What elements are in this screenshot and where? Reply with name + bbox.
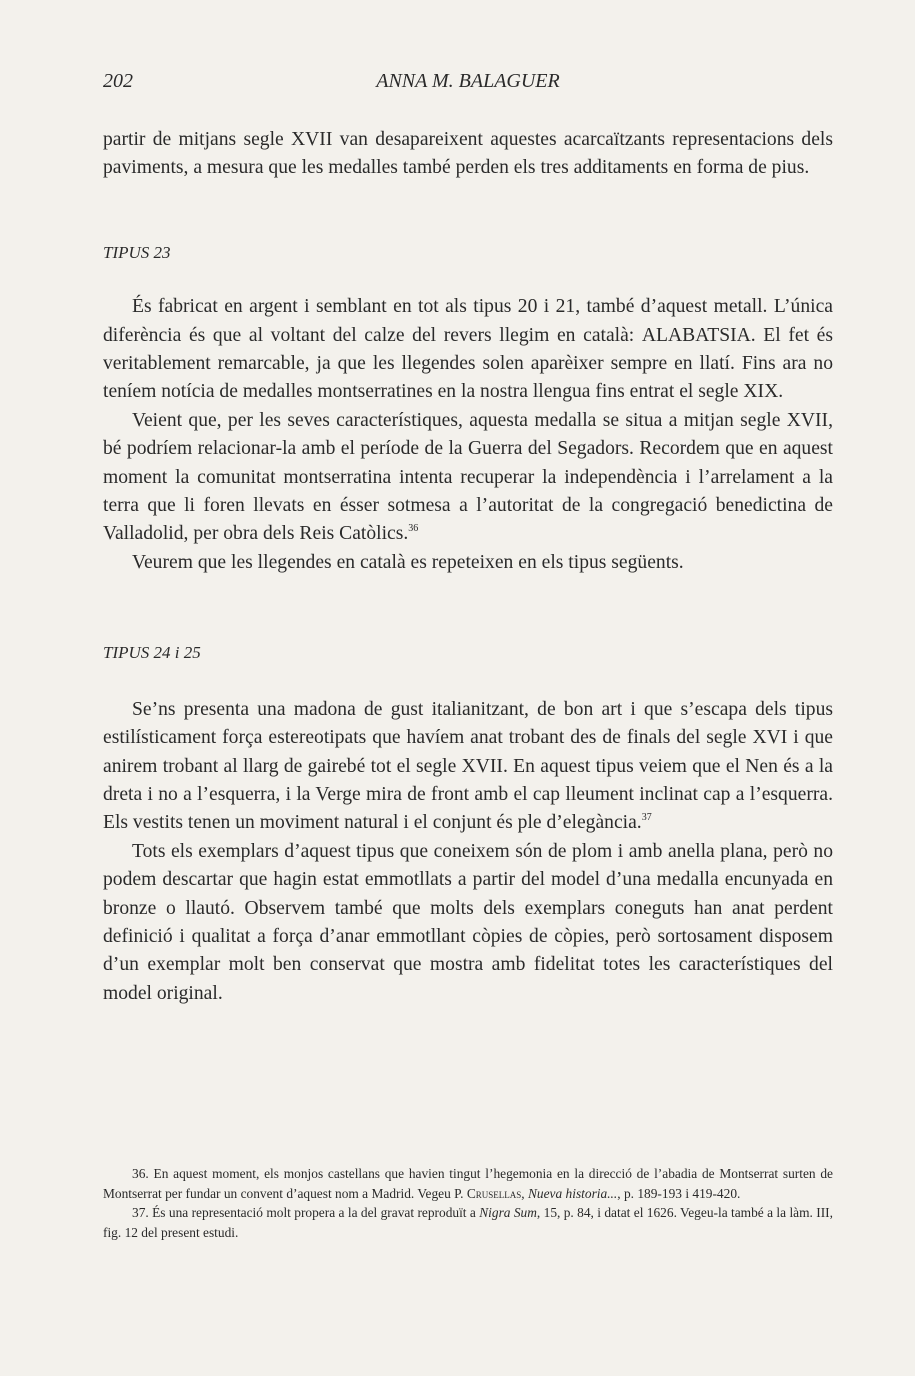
page-number: 202 xyxy=(103,70,133,92)
paragraph: Veurem que les llegendes en català es repeteixen en els tipus següents. xyxy=(132,551,684,573)
paragraph: Veient que, per les seves característiques, aquesta medalla se situa a mitjan segle XVII, bé podríem relacionar-la amb el període de la Guerra del Segadors. Recordem que en aquest moment la comunitat montserratina intenta recuperar la independència i l’arrelament a la terra que li foren llevats en ésser sotmesa a l’autoritat de la congregació benedictina de Valladolid, per obra dels Reis Catòlics.$^{36}$ xyxy=(103,409,833,545)
footnote-36: 36. En aquest moment, els monjos castellans que havien tingut l’hegemonia en la direcció de l’abadia de Montserrat surten de Montserrat per fundar un convent d’aquest nom a Madrid. Vegeu P. Crusellas, Nueva historia..., p. 189-193 i 419-420. xyxy=(103,1166,833,1201)
footnote-37: 37. És una representació molt propera a la del gravat reproduït a Nigra Sum, 15, p. 84, i datat el 1626. Vegeu-la també a la làm. III, fig. 12 del present estudi. xyxy=(103,1205,833,1240)
paragraph-continued: partir de mitjans segle XVII van desapareixent aquestes acarcaïtzants representacions dels paviments, a mesura que les medalles també perden els tres additaments en forma de pius. xyxy=(103,129,833,179)
footnote-ref-37[interactable]: 37 xyxy=(641,812,652,824)
main-text xyxy=(103,126,833,1008)
footnote-ref-36[interactable]: 36 xyxy=(408,523,419,535)
paragraph: Tots els exemplars d’aquest tipus que coneixem són de plom i amb anella plana, però no podem descartar que hagin estat emmotllats a partir del model d’una medalla encunyada en bronze o llautó. Observem també que molts dels exemplars coneguts han anat perdent definició i qualitat a força d’anar emmotllant còpies de còpies, però sortosament disposem d’un exemplar molt ben conservat que mostra amb fidelitat totes les característiques del model original. xyxy=(103,840,833,1004)
running-author: ANNA M. BALAGUER xyxy=(376,70,560,92)
paragraph: Se’ns presenta una madona de gust italianitzant, de bon art i que s’escapa dels tipus estilísticament força estereotipats que havíem anat trobant des de finals del segle XVI i que anirem trobant al llarg de gairebé tot el segle XVII. En aquest tipus veiem que el Nen és a la dreta i no a l’esquerra, i la Verge mira de front amb el cap lleument inclinat cap a l’esquerra. Els vestits tenen un moviment natural i el conjunt és ple d’elegància.$^{37}$ xyxy=(103,698,833,834)
paragraph: És fabricat en argent i semblant en tot als tipus 20 i 21, també d’aquest metall. L’única diferència és que al voltant del calze del revers llegim en català: ALABATSIA. El fet és veritablement remarcable, ja que les llegendes solen aparèixer sempre en llatí. Fins ara no teníem notícia de medalles montserratines en la nostra llengua fins entrat el segle XIX. xyxy=(103,296,834,403)
running-header xyxy=(103,70,833,100)
footnotes xyxy=(103,1164,833,1242)
section-heading-tipus-23: TIPUS 23 xyxy=(103,242,171,262)
section-heading-tipus-24-25: TIPUS 24 i 25 xyxy=(103,643,201,663)
